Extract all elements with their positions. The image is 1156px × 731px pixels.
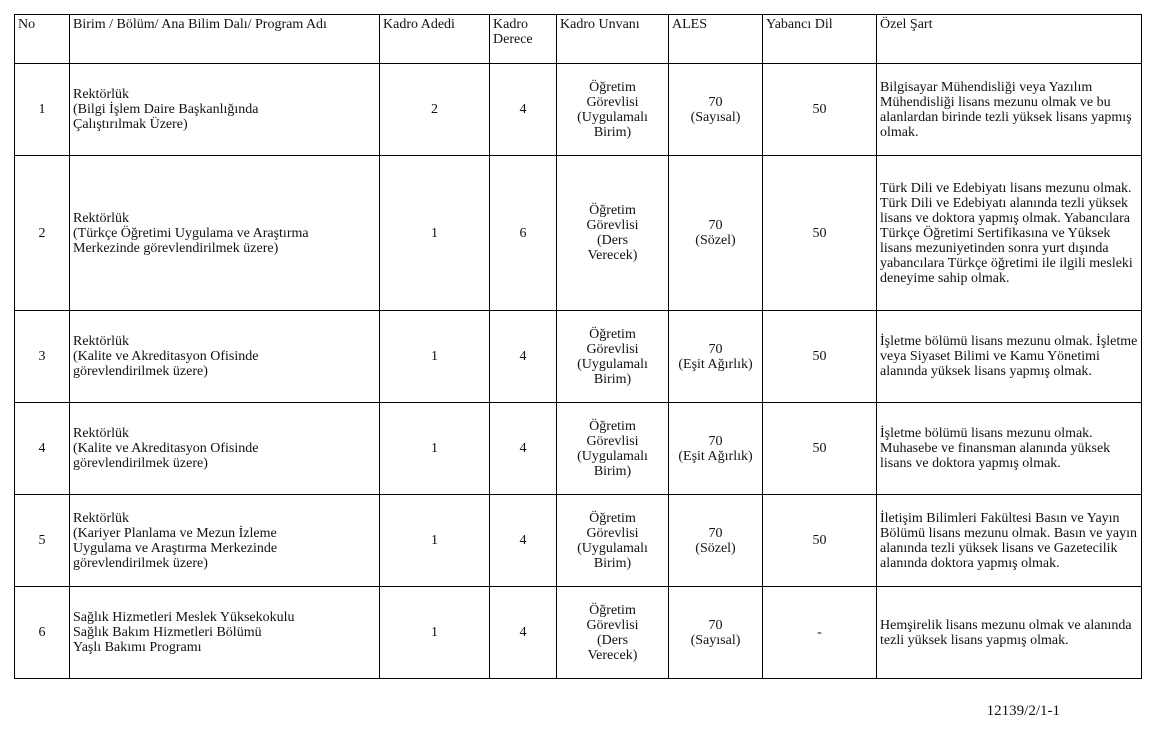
header-no: No	[15, 15, 70, 64]
row-unit	[70, 495, 380, 587]
row-requirement: Bilgisayar Mühendisliği veya Yazılım Mühendisliği lisans mezunu olmak ve bu alanlardan birinde tezli yüksek lisans yapmış olmak.	[877, 64, 1142, 156]
positions-table	[14, 14, 1142, 679]
unit-line: Merkezinde görevlendirilmek üzere)	[73, 240, 279, 256]
row-ales	[669, 403, 763, 495]
unit-line: Rektörlük	[73, 87, 129, 102]
ales-score: 70	[708, 433, 723, 449]
title-line: Öğretim	[589, 418, 636, 434]
row-title	[557, 587, 669, 679]
row-ales	[669, 156, 763, 311]
title-line: Birim)	[593, 124, 632, 140]
row-language: 50	[763, 311, 877, 403]
unit-line: Rektörlük	[73, 210, 129, 226]
table-row	[15, 495, 1142, 587]
ales-type: (Eşit Ağırlık)	[678, 356, 753, 372]
row-count: 2	[380, 64, 490, 156]
header-title: Kadro Unvanı	[557, 15, 669, 64]
row-requirement: İletişim Bilimleri Fakültesi Basın ve Yayın Bölümü lisans mezunu olmak. Basın ve yayın alanında tezli yüksek lisans ve Gazetecilik alanında doktora yapmış olmak.	[877, 495, 1142, 587]
row-no: 4	[15, 403, 70, 495]
title-line: (Uygulamalı	[577, 356, 648, 372]
row-no: 1	[15, 64, 70, 156]
row-unit	[70, 587, 380, 679]
unit-line: Rektörlük	[73, 334, 129, 349]
unit-line: (Kariyer Planlama ve Mezun İzleme	[73, 525, 277, 541]
row-language: -	[763, 587, 877, 679]
unit-line: görevlendirilmek üzere)	[73, 555, 208, 571]
unit-line: Uygulama ve Araştırma Merkezinde	[73, 540, 278, 556]
unit-line: (Kalite ve Akreditasyon Ofisinde	[73, 349, 259, 364]
ales-score: 70	[708, 94, 723, 110]
title-line: Öğretim	[589, 602, 636, 618]
row-no: 5	[15, 495, 70, 587]
row-degree: 4	[490, 587, 557, 679]
title-line: Birim)	[593, 371, 632, 387]
ales-score: 70	[708, 218, 723, 233]
header-row	[15, 15, 1142, 64]
unit-line: (Bilgi İşlem Daire Başkanlığında	[73, 102, 259, 117]
row-ales	[669, 587, 763, 679]
title-line: (Uygulamalı	[577, 540, 648, 556]
title-line: Öğretim	[589, 79, 636, 95]
row-title	[557, 311, 669, 403]
unit-line: görevlendirilmek üzere)	[73, 456, 208, 471]
row-title	[557, 495, 669, 587]
title-line: (Ders	[596, 632, 629, 648]
title-line: Verecek)	[587, 647, 638, 663]
row-count: 1	[380, 156, 490, 311]
title-line: Öğretim	[589, 510, 636, 526]
title-line: Görevlisi	[586, 218, 639, 233]
header-count: Kadro Adedi	[380, 15, 490, 64]
row-degree: 4	[490, 403, 557, 495]
row-title	[557, 403, 669, 495]
row-count: 1	[380, 403, 490, 495]
row-unit	[70, 403, 380, 495]
title-line: Görevlisi	[586, 341, 639, 357]
ales-type: (Sözel)	[695, 540, 736, 556]
row-degree: 4	[490, 495, 557, 587]
row-degree: 4	[490, 311, 557, 403]
table-row	[15, 156, 1142, 311]
header-language: Yabancı Dil	[763, 15, 877, 64]
unit-line: (Kalite ve Akreditasyon Ofisinde	[73, 441, 259, 456]
row-ales	[669, 311, 763, 403]
row-title	[557, 64, 669, 156]
title-line: Görevlisi	[586, 433, 639, 449]
title-line: (Uygulamalı	[577, 109, 648, 125]
header-unit: Birim / Bölüm/ Ana Bilim Dalı/ Program Adı	[70, 15, 380, 64]
title-line: (Uygulamalı	[577, 448, 648, 464]
header-requirement: Özel Şart	[877, 15, 1142, 64]
ales-type: (Sözel)	[695, 233, 736, 248]
row-requirement: İşletme bölümü lisans mezunu olmak. İşletme veya Siyaset Bilimi ve Kamu Yönetimi alanında yüksek lisans yapmış olmak.	[877, 311, 1142, 403]
header-ales: ALES	[669, 15, 763, 64]
unit-line: Rektörlük	[73, 510, 129, 526]
title-line: Öğretim	[589, 203, 636, 218]
table-row	[15, 587, 1142, 679]
title-line: Görevlisi	[586, 525, 639, 541]
row-language: 50	[763, 156, 877, 311]
row-no: 2	[15, 156, 70, 311]
row-ales	[669, 64, 763, 156]
row-requirement: Türk Dili ve Edebiyatı lisans mezunu olmak. Türk Dili ve Edebiyatı alanında tezli yüksek lisans ve doktora yapmış olmak. Yabancılara Türkçe Öğretimi Sertifikasına ve Yüksek lisans mezuniyetinden sonra yurt dışında yabancılara Türkçe öğretimi ile ilgili mesleki deneyime sahip olmak.	[877, 156, 1142, 311]
header-degree: Kadro Derece	[490, 15, 557, 64]
row-language: 50	[763, 64, 877, 156]
title-line: Verecek)	[587, 248, 638, 263]
ales-type: (Sayısal)	[690, 109, 741, 125]
table-row	[15, 403, 1142, 495]
title-line: Öğretim	[589, 326, 636, 342]
ales-type: (Sayısal)	[690, 632, 741, 648]
document-code: 12139/2/1-1	[986, 703, 1060, 719]
row-language: 50	[763, 403, 877, 495]
unit-line: Sağlık Bakım Hizmetleri Bölümü	[73, 625, 262, 640]
row-requirement: İşletme bölümü lisans mezunu olmak. Muhasebe ve finansman alanında yüksek lisans ve doktora yapmış olmak.	[877, 403, 1142, 495]
row-no: 6	[15, 587, 70, 679]
ales-score: 70	[708, 341, 723, 357]
row-unit	[70, 156, 380, 311]
title-line: (Ders	[596, 233, 629, 248]
row-degree: 6	[490, 156, 557, 311]
row-requirement: Hemşirelik lisans mezunu olmak ve alanında tezli yüksek lisans yapmış olmak.	[877, 587, 1142, 679]
title-line: Görevlisi	[586, 94, 639, 110]
row-unit	[70, 311, 380, 403]
ales-score: 70	[708, 525, 723, 541]
ales-type: (Eşit Ağırlık)	[678, 448, 753, 464]
row-count: 1	[380, 587, 490, 679]
row-language: 50	[763, 495, 877, 587]
title-line: Birim)	[593, 555, 632, 571]
table-row	[15, 311, 1142, 403]
title-line: Birim)	[593, 463, 632, 479]
row-degree: 4	[490, 64, 557, 156]
ales-score: 70	[708, 617, 723, 633]
row-count: 1	[380, 495, 490, 587]
row-unit	[70, 64, 380, 156]
row-count: 1	[380, 311, 490, 403]
row-no: 3	[15, 311, 70, 403]
unit-line: Yaşlı Bakımı Programı	[73, 640, 202, 655]
unit-line: Çalıştırılmak Üzere)	[73, 117, 188, 132]
unit-line: Rektörlük	[73, 426, 129, 441]
unit-line: (Türkçe Öğretimi Uygulama ve Araştırma	[73, 225, 309, 241]
title-line: Görevlisi	[586, 617, 639, 633]
unit-line: Sağlık Hizmetleri Meslek Yüksekokulu	[73, 610, 295, 625]
row-ales	[669, 495, 763, 587]
table-row	[15, 64, 1142, 156]
row-title	[557, 156, 669, 311]
unit-line: görevlendirilmek üzere)	[73, 364, 208, 379]
